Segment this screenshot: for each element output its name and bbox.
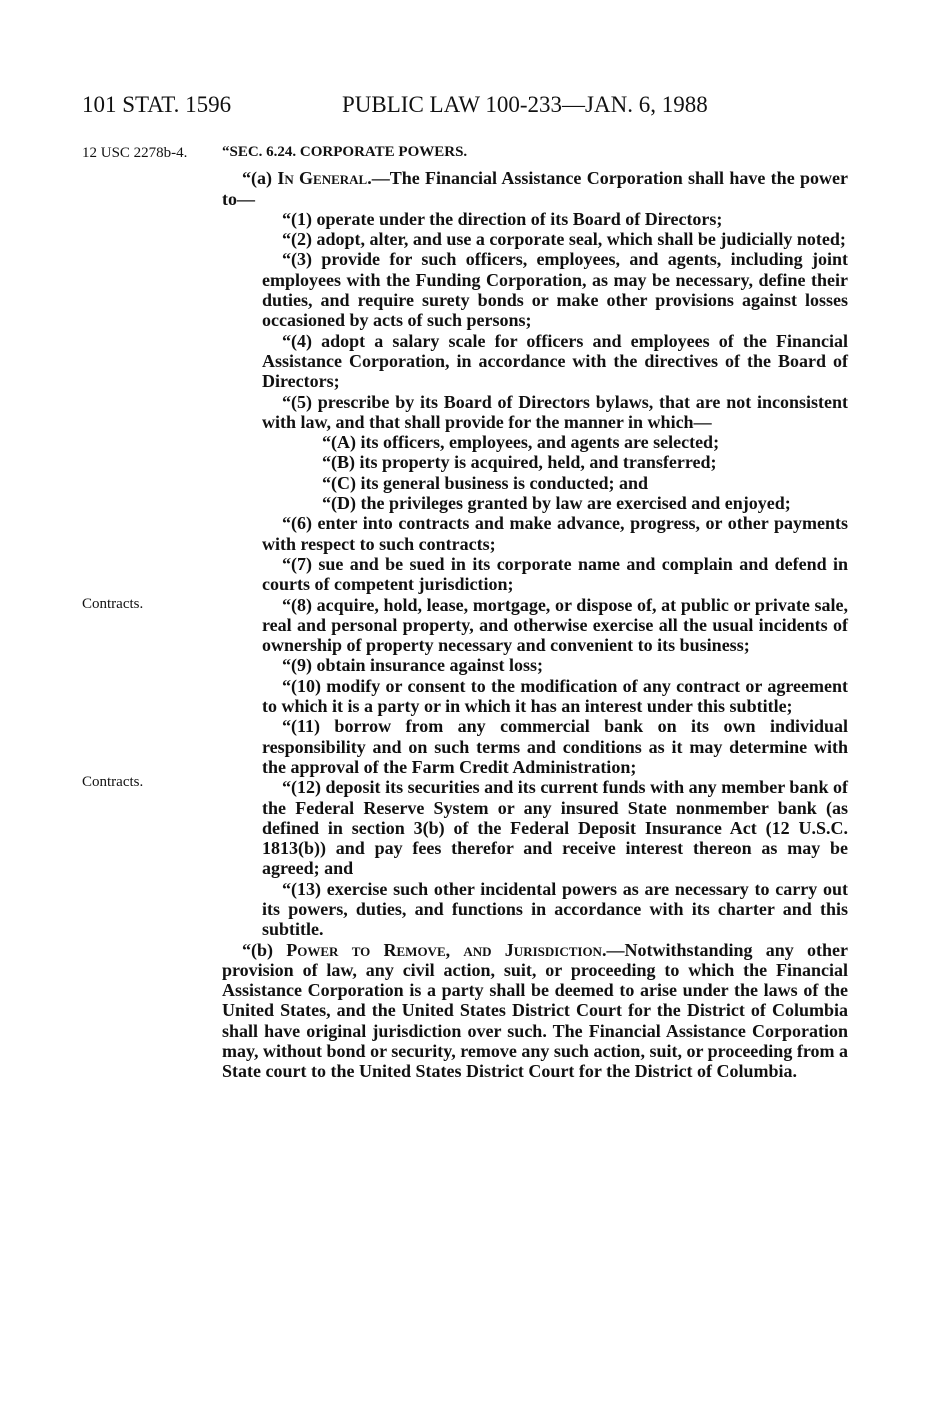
subparagraph: “(D) the privileges granted by law are exercised and enjoyed; — [322, 493, 791, 514]
margin-note-contracts: Contracts. — [82, 596, 144, 612]
paragraph: “(4) adopt a salary scale for officers and employees of the Financial Assistance Corporation, in accordance with the directives of the Board of Directors; — [262, 330, 848, 392]
public-law-title: PUBLIC LAW 100-233—JAN. 6, 1988 — [342, 92, 708, 117]
paragraph: “(1) operate under the direction of its Board of Directors; — [282, 208, 723, 229]
subsection-b-heading: Power to Remove, and Jurisdiction. — [286, 939, 607, 960]
subsection-b: “(b) Power to Remove, and Jurisdiction.—Notwithstanding any other provision of law, any civil action, suit, or proceeding to which the Financial Assistance Corporation is a party shall be deemed to arise under the laws of the United States, and the United States District Court for the District of Columbia shall have original jurisdiction over such. The Financial Assistance Corporation may, without bond or security, remove any such action, suit, or proceeding from a State court to the United States District Court for the District of Columbia. — [222, 939, 849, 1082]
paragraph: “(7) sue and be sued in its corporate name and complain and defend in courts of competent jurisdiction; — [262, 553, 848, 595]
subsection-a: “(a) In General.—The Financial Assistance Corporation shall have the power to— — [222, 168, 848, 209]
paragraph: “(2) adopt, alter, and use a corporate seal, which shall be judicially noted; — [282, 229, 846, 250]
section-body — [222, 142, 848, 1082]
statute-page-ref: 101 STAT. 1596 — [82, 92, 232, 117]
subparagraph: “(B) its property is acquired, held, and transferred; — [322, 452, 717, 473]
subparagraph: “(C) its general business is conducted; and — [322, 472, 649, 493]
page-header — [82, 92, 842, 122]
paragraph: “(9) obtain insurance against loss; — [282, 655, 544, 676]
margin-note-usc: 12 USC 2278b-4. — [82, 145, 188, 161]
paragraph: “(13) exercise such other incidental powers as are necessary to carry out its powers, duties, and functions in accordance with its charter and this subtitle. — [262, 878, 848, 940]
section-heading: “SEC. 6.24. CORPORATE POWERS. — [222, 144, 468, 160]
paragraph: “(11) borrow from any commercial bank on its own individual responsibility and on such terms and conditions as it may determine with the approval of the Farm Credit Administration; — [262, 716, 848, 777]
margin-note-contracts: Contracts. — [82, 774, 144, 790]
paragraph: “(5) prescribe by its Board of Directors bylaws, that are not inconsistent with law, and that shall provide for the manner in which— — [262, 391, 848, 432]
subsection-a-heading: In General. — [277, 168, 372, 189]
paragraph: “(12) deposit its securities and its current funds with any member bank of the Federal Reserve System or any insured State nonmember bank (as defined in section 3(b) of the Federal Deposit Insurance Act (12 U.S.C. 1813(b)) and pay fees therefor and receive interest thereon as may be agreed; and — [262, 777, 848, 879]
paragraph: “(10) modify or consent to the modification of any contract or agreement to which it is a party or in which it has an interest under this subtitle; — [262, 675, 848, 717]
paragraph: “(8) acquire, hold, lease, mortgage, or dispose of, at public or private sale, real and personal property, and otherwise exercise all the usual incidents of ownership of property necessary and convenient to its business; — [262, 594, 848, 656]
paragraph: “(6) enter into contracts and make advance, progress, or other payments with respect to such contracts; — [262, 513, 848, 554]
subparagraph: “(A) its officers, employees, and agents are selected; — [322, 432, 720, 453]
paragraph: “(3) provide for such officers, employees, and agents, including joint employees with the Funding Corporation, as may be necessary, define their duties, and require surety bonds or make other provisions against losses occasioned by acts of such persons; — [262, 249, 848, 331]
